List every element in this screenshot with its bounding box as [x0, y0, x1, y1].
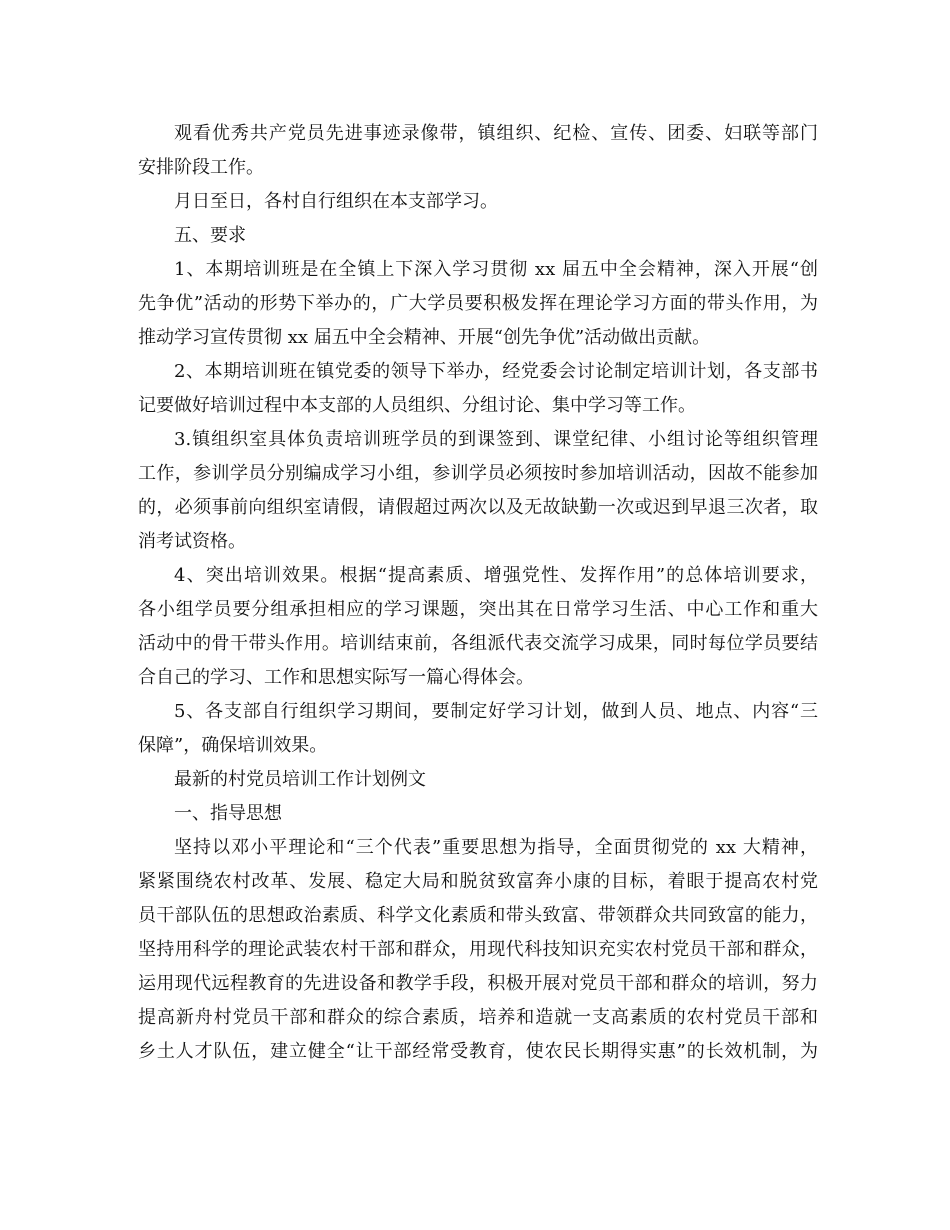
- text-line: 工作，参训学员分别编成学习小组，参训学员必须按时参加培训活动，因故不能参加: [138, 463, 818, 484]
- text-line: 提高新舟村党员干部和群众的综合素质，培养和造就一支高素质的农村党员干部和: [138, 1007, 818, 1028]
- text-line: 记要做好培训过程中本支部的人员组织、分组讨论、集中学习等工作。: [138, 395, 696, 416]
- text-line: 消考试资格。: [138, 531, 246, 552]
- text-line: 1、本期培训班是在全镇上下深入学习贯彻 xx 届五中全会精神，深入开展“创: [174, 259, 818, 280]
- text-line: 紧紧围绕农村改革、发展、稳定大局和脱贫致富奔小康的目标，着眼于提高农村党: [138, 871, 818, 892]
- text-line: 活动中的骨干带头作用。培训结束前，各组派代表交流学习成果，同时每位学员要结: [138, 633, 818, 654]
- text-line: 员干部队伍的思想政治素质、科学文化素质和带头致富、带领群众共同致富的能力，: [138, 905, 818, 926]
- text-line: 安排阶段工作。: [138, 157, 264, 178]
- text-line: 坚持以邓小平理论和“三个代表”重要思想为指导，全面贯彻党的 xx 大精神，: [174, 837, 818, 858]
- text-line: 五、要求: [174, 225, 246, 246]
- text-line: 一、指导思想: [174, 803, 282, 824]
- text-line: 保障”，确保培训效果。: [138, 735, 328, 756]
- text-line: 月日至日，各村自行组织在本支部学习。: [174, 191, 498, 212]
- document-body: [138, 117, 818, 1069]
- text-line: 合自己的学习、工作和思想实际写一篇心得体会。: [138, 667, 534, 688]
- text-line: 2、本期培训班在镇党委的领导下举办，经党委会讨论制定培训计划，各支部书: [174, 361, 818, 382]
- text-line: 坚持用科学的理论武装农村干部和群众，用现代科技知识充实农村党员干部和群众，: [138, 939, 818, 960]
- text-line: 的，必须事前向组织室请假，请假超过两次以及无故缺勤一次或迟到早退三次者，取: [138, 497, 818, 518]
- text-line: 运用现代远程教育的先进设备和教学手段，积极开展对党员干部和群众的培训，努力: [138, 973, 818, 994]
- text-line: 乡土人才队伍，建立健全“让干部经常受教育，使农民长期得实惠”的长效机制，为: [138, 1041, 818, 1062]
- text-line: 5、各支部自行组织学习期间，要制定好学习计划，做到人员、地点、内容“三: [174, 701, 818, 722]
- text-line: 最新的村党员培训工作计划例文: [174, 769, 426, 790]
- text-line: 各小组学员要分组承担相应的学习课题，突出其在日常学习生活、中心工作和重大: [138, 599, 818, 620]
- text-line: 推动学习宣传贯彻 xx 届五中全会精神、开展“创先争优”活动做出贡献。: [138, 327, 711, 348]
- text-line: 3.镇组织室具体负责培训班学员的到课签到、课堂纪律、小组讨论等组织管理: [174, 429, 818, 450]
- text-line: 先争优”活动的形势下举办的，广大学员要积极发挥在理论学习方面的带头作用，为: [138, 293, 818, 314]
- text-line: 观看优秀共产党员先进事迹录像带，镇组织、纪检、宣传、团委、妇联等部门: [174, 123, 818, 144]
- text-line: 4、突出培训效果。根据“提高素质、增强党性、发挥作用”的总体培训要求，: [174, 565, 818, 586]
